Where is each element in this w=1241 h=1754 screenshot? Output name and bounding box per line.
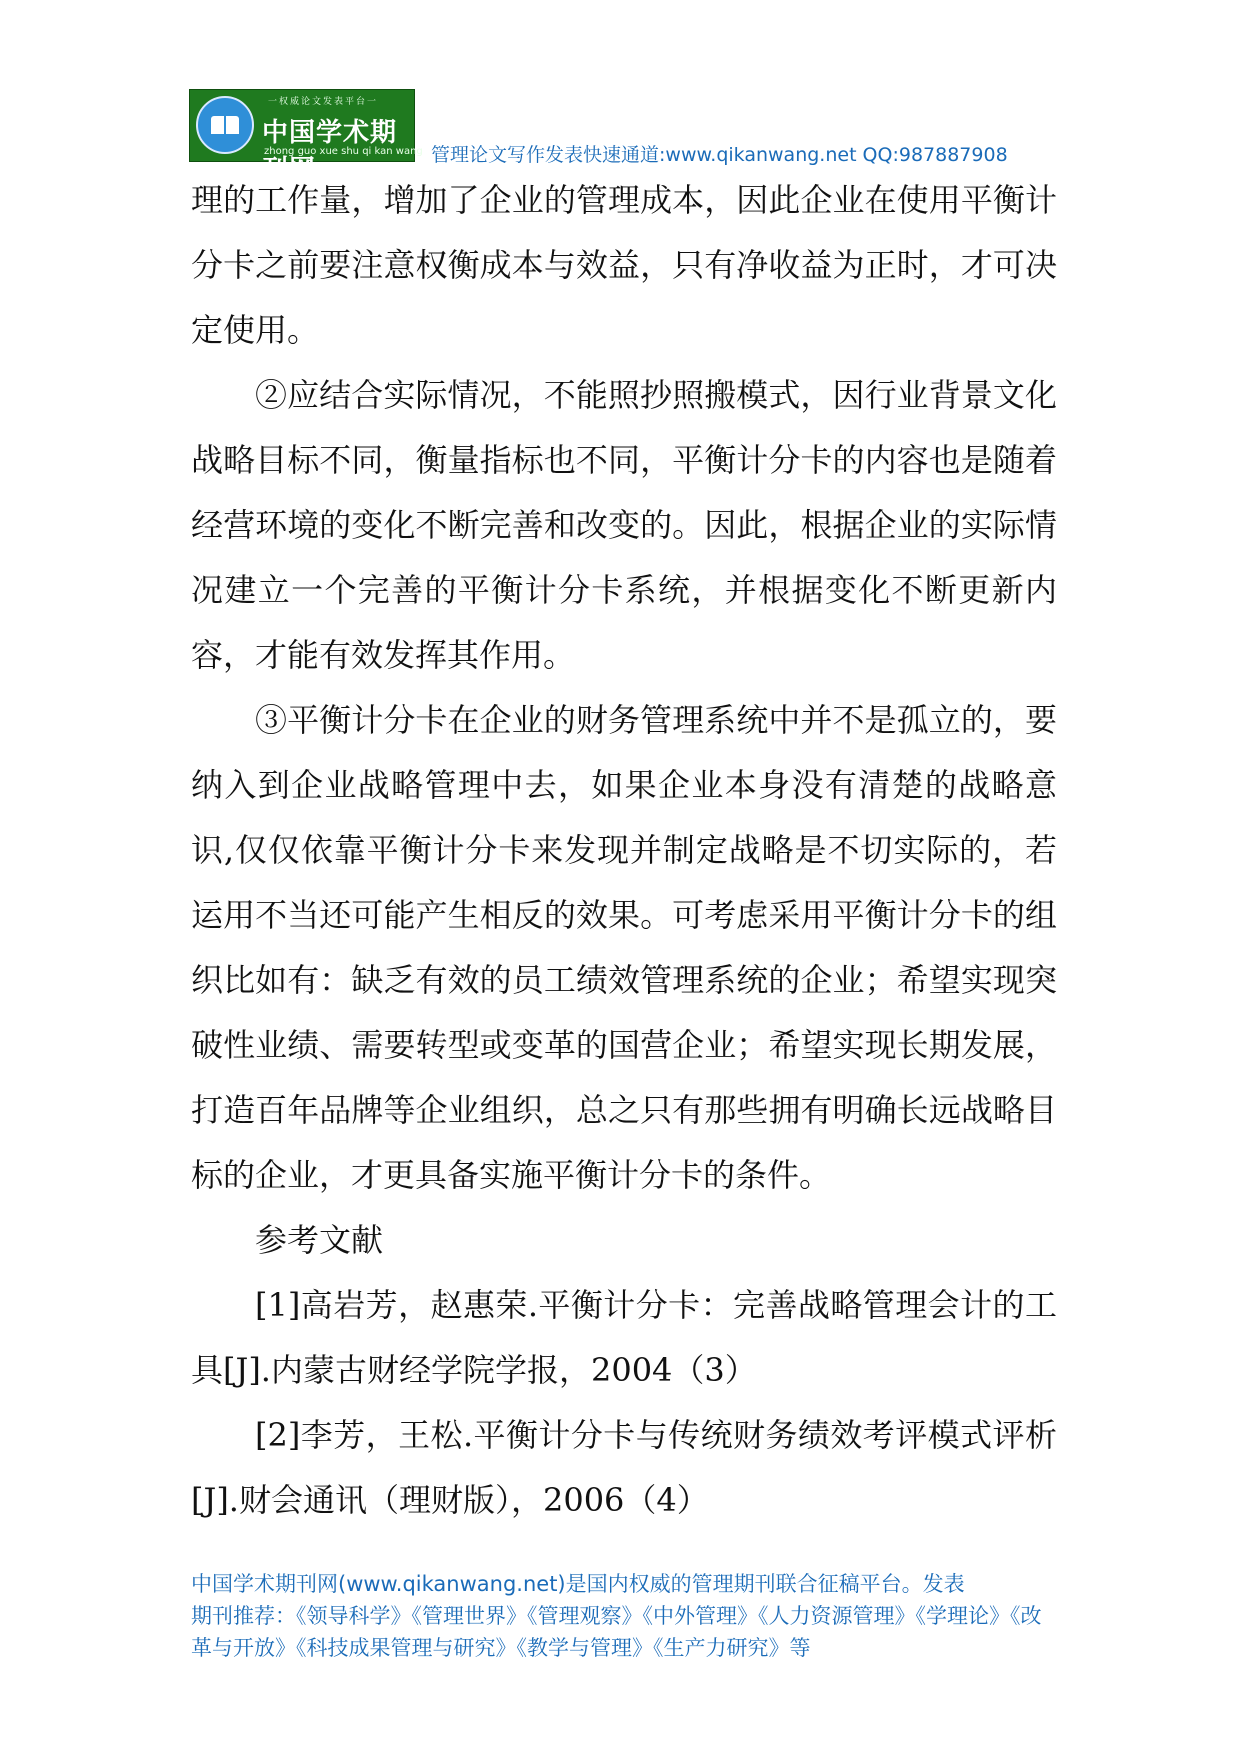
- logo-name: 中国学术期刊网: [262, 118, 398, 185]
- body-paragraph: 理的工作量，增加了企业的管理成本，因此企业在使用平衡计分卡之前要注意权衡成本与效益，只有净收益为正时，才可决定使用。: [191, 181, 1057, 349]
- document-body: [191, 168, 1057, 1533]
- header-tagline: 管理论文写作发表快速通道:www.qikanwang.net QQ:987887908: [431, 144, 1008, 166]
- site-logo: [189, 89, 423, 185]
- reference-item: [1]高岩芳，赵惠荣.平衡计分卡：完善战略管理会计的工具[J].内蒙古财经学院学报，2004（3）: [191, 1286, 1057, 1389]
- logo-pinyin: zhong guo xue shu qi kan wang: [264, 146, 423, 157]
- footer-line: 革与开放》《科技成果管理与研究》《教学与管理》《生产力研究》等: [191, 1636, 811, 1660]
- reference-item: [2]李芳，王松.平衡计分卡与传统财务绩效考评模式评析[J].财会通讯（理财版），2006（4）: [191, 1416, 1057, 1519]
- open-book-icon: [211, 116, 239, 134]
- logo-slogan: 一权威论文发表平台一: [268, 97, 379, 107]
- footer-line: 中国学术期刊网(www.qikanwang.net)是国内权威的管理期刊联合征稿平台。发表: [191, 1572, 965, 1596]
- body-paragraph: ③平衡计分卡在企业的财务管理系统中并不是孤立的，要纳入到企业战略管理中去，如果企业本身没有清楚的战略意识,仅仅依靠平衡计分卡来发现并制定战略是不切实际的，若运用不当还可能产生相反的效果。可考虑采用平衡计分卡的组织比如有：缺乏有效的员工绩效管理系统的企业；希望实现突破性业绩、需要转型或变革的国营企业；希望实现长期发展，打造百年品牌等企业组织，总之只有那些拥有明确长远战略目标的企业，才更具备实施平衡计分卡的条件。: [191, 701, 1057, 1194]
- footer-line: 期刊推荐：《领导科学》《管理世界》《管理观察》《中外管理》《人力资源管理》《学理论》《改: [191, 1604, 1042, 1628]
- body-paragraph: ②应结合实际情况，不能照抄照搬模式，因行业背景文化战略目标不同，衡量指标也不同，平衡计分卡的内容也是随着经营环境的变化不断完善和改变的。因此，根据企业的实际情况建立一个完善的平衡计分卡系统，并根据变化不断更新内容，才能有效发挥其作用。: [191, 376, 1057, 674]
- book-emblem-icon: [196, 96, 254, 154]
- footer-notice: [191, 1568, 1071, 1664]
- references-heading: 参考文献: [255, 1221, 384, 1259]
